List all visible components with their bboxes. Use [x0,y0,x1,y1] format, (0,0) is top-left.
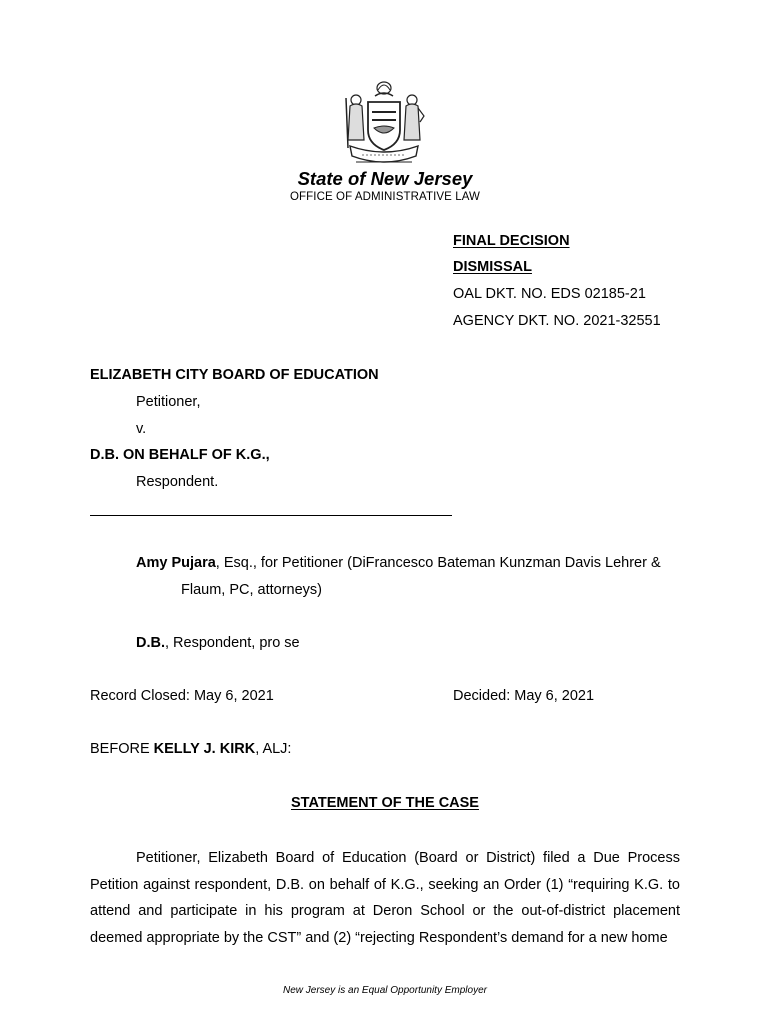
before-judge [90,740,291,758]
decided-date: Decided: May 6, 2021 [453,688,595,704]
respondent-role: Respondent. [136,474,219,490]
before-prefix: BEFORE [90,741,154,757]
petitioner-counsel-continued: Flaum, PC, attorneys) [181,582,323,598]
agency-docket-number: AGENCY DKT. NO. 2021-32551 [453,313,661,329]
respondent-name: D.B. ON BEHALF OF K.G., [90,447,270,463]
final-decision-label: FINAL DECISION [453,233,570,249]
state-title: State of New Jersey [297,168,473,189]
section-heading: STATEMENT OF THE CASE [291,795,479,811]
judge-name: KELLY J. KIRK [153,741,256,757]
respondent-appearance-text: , Respondent, pro se [165,635,300,651]
page-footer: New Jersey is an Equal Opportunity Employer [283,985,487,996]
office-name: OFFICE OF ADMINISTRATIVE LAW [289,191,480,203]
state-seal-logo [342,78,426,168]
respondent-appearance [136,634,300,652]
respondent-appearance-name: D.B. [136,635,165,651]
petitioner-name: ELIZABETH CITY BOARD OF EDUCATION [90,367,379,383]
caption-rule [90,515,452,516]
dismissal-label: DISMISSAL [453,259,532,275]
body-paragraph [90,845,680,951]
body-paragraph-text: Petitioner, Elizabeth Board of Education (Board or District) filed a Due Process Petition against respondent, D.B. on behalf of K.G., seeking an Order (1) “requiring K.G. to attend and participate in his program at Deron School or the out-of-district placement deemed appropriate by the CST” and (2) “rejecting Respondent’s demand for a new home [90,850,680,946]
petitioner-role: Petitioner, [136,394,201,410]
petitioner-counsel-text: , Esq., for Petitioner (DiFrancesco Bateman Kunzman Davis Lehrer & [215,555,661,571]
before-suffix: , ALJ: [255,741,292,757]
versus: v. [136,421,147,437]
record-closed-date: Record Closed: May 6, 2021 [90,688,274,704]
oal-docket-number: OAL DKT. NO. EDS 02185-21 [453,286,646,302]
petitioner-counsel-name: Amy Pujara [136,555,216,571]
petitioner-counsel [136,554,661,572]
